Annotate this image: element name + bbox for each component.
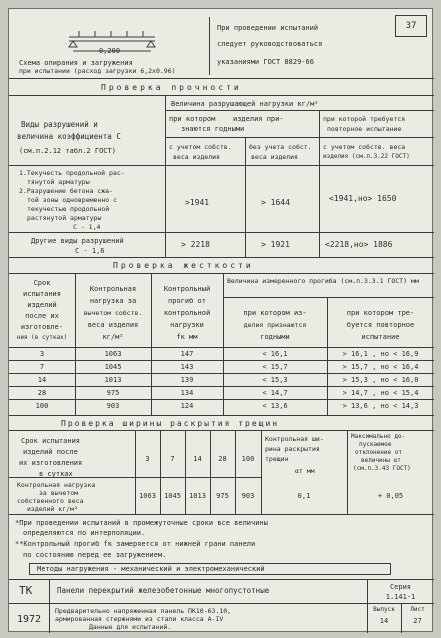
rule xyxy=(9,257,434,258)
rule xyxy=(9,514,434,515)
crack-h-dev-5: (см.п.3.43 ГОСТ) xyxy=(353,465,411,472)
strength-row1-value-1: >1941 xyxy=(185,198,210,207)
rule xyxy=(9,360,434,361)
strength-row1-desc-4: той зоны одновременно с xyxy=(27,196,118,204)
strength-col-type-2: величина коэффициента С xyxy=(17,132,121,141)
footer-sheet-label: Лист xyxy=(410,606,425,613)
header-note-1: При проведении испытаний xyxy=(217,24,319,32)
footer-series-label: Серия xyxy=(389,583,412,591)
stiffness-row-term: 7 xyxy=(39,363,45,371)
crack-h-width-3: трещин xyxy=(265,455,289,463)
strength-sub1b-2: веса изделия xyxy=(251,153,298,161)
stiffness-h-load-4: веса изделия xyxy=(87,321,139,329)
rule xyxy=(9,386,434,387)
stiffness-row-load: 1045 xyxy=(104,363,122,371)
footer-year: 1972 xyxy=(17,614,42,625)
strength-row1-desc-1: 1.Текучесть продольной рас- xyxy=(19,169,125,177)
header-divider xyxy=(209,17,210,75)
stiffness-h-load-1: Контрольная xyxy=(89,285,137,293)
rule xyxy=(9,273,434,274)
crack-load: 1063 xyxy=(139,492,156,500)
footer-desc-1: Предварительно напряженная панель ПК10-63.10, xyxy=(55,607,232,615)
footer-issue-label: Выпуск xyxy=(373,606,395,613)
stiffness-row-load: 1013 xyxy=(104,376,122,384)
stiffness-row-load: 1063 xyxy=(104,350,122,358)
crack-col-divider xyxy=(135,430,136,514)
crack-h-dev-3: отклонение от xyxy=(355,449,402,456)
crack-col-divider xyxy=(210,430,211,514)
crack-dev-value: + 0,05 xyxy=(377,492,404,500)
strength-sub1b-1: без учета собст. xyxy=(249,143,312,151)
stiffness-h-term-4: после их xyxy=(25,312,59,320)
strength-row1-desc-7: С - 1,4 xyxy=(73,223,101,231)
note-line-2: определяются по интерполяции. xyxy=(23,529,146,537)
stiffness-row-defl: 147 xyxy=(180,350,194,358)
crack-term: 28 xyxy=(218,455,227,463)
crack-h-width-2: рина раскрытия xyxy=(265,445,320,453)
rule xyxy=(165,137,434,138)
rule xyxy=(223,297,434,298)
stiffness-row-load: 975 xyxy=(106,389,120,397)
stiffness-row-retest: > 16,1 , но < 16,9 xyxy=(342,350,419,358)
stiffness-row-defl: 134 xyxy=(180,389,194,397)
crack-h-width-4: αт мм xyxy=(295,467,315,475)
rule xyxy=(9,95,434,96)
stiffness-row-ok: < 15,7 xyxy=(262,363,288,371)
document-sheet xyxy=(8,8,433,632)
page-number: 37 xyxy=(405,21,417,31)
stiffness-h-load-2: нагрузка за xyxy=(89,297,137,305)
strength-sub2-2: повторное испытание xyxy=(327,125,402,133)
stiffness-h-term-2: испытания xyxy=(23,290,61,298)
strength-title: Проверка прочности xyxy=(101,83,242,92)
stiffness-row-load: 903 xyxy=(106,402,120,410)
rule xyxy=(9,603,434,604)
stiffness-h-defl-1: Контрольный xyxy=(163,285,211,293)
crack-load: 1013 xyxy=(189,492,206,500)
crack-col-divider xyxy=(347,430,348,514)
stiffness-row-term: 28 xyxy=(37,389,47,397)
stiffness-h-defl-3: контрольной xyxy=(163,309,211,317)
crack-col-divider xyxy=(235,430,236,514)
footer-desc-3: Данные для испытаний. xyxy=(89,623,172,631)
stiffness-h-retest-2: буется повторное xyxy=(346,321,415,329)
note-line-1: *При проведении испытаний в промежуточные сроки все величины xyxy=(15,519,268,527)
crack-width-value: 0,1 xyxy=(297,492,311,500)
rule xyxy=(9,399,434,400)
stiffness-h-meas: Величина измеренного прогиба (см.п.3.3.1 ГОСТ) мм xyxy=(227,277,419,285)
stiffness-row-defl: 124 xyxy=(180,402,194,410)
rule xyxy=(9,430,434,431)
strength-sub2a-2: изделия (см.п.3.22 ГОСТ) xyxy=(323,153,410,160)
strength-sub1-1: при котором xyxy=(169,115,216,123)
footer-series-value: 1.141-1 xyxy=(385,593,416,601)
stiffness-row-retest: > 15,7 , но < 16,4 xyxy=(342,363,419,371)
stiffness-h-retest-3: испытание xyxy=(361,333,400,341)
scheme-caption-2: при испытании (расход загрузки 6,2х0.96) xyxy=(19,67,176,75)
stiffness-h-term-3: изделий xyxy=(27,301,57,309)
crack-term: 14 xyxy=(193,455,202,463)
crack-h-term-3: их изготовления xyxy=(19,459,83,467)
stiffness-row-ok: < 16,1 xyxy=(262,350,288,358)
strength-sub1-2: изделия при- xyxy=(233,115,284,123)
stiffness-h-defl-5: fк мм xyxy=(176,333,198,341)
crack-h-dev-2: пускаемое xyxy=(359,441,392,448)
strength-row2-value-1: > 2218 xyxy=(181,240,210,249)
crack-h-load-2: за вычетом xyxy=(39,489,79,497)
stiffness-h-defl-2: прогиб от xyxy=(168,297,206,305)
rule xyxy=(9,477,261,478)
stiffness-row-term: 3 xyxy=(39,350,45,358)
stiffness-row-ok: < 15,3 xyxy=(262,376,288,384)
strength-row1-desc-2: тянутой арматуры xyxy=(27,178,90,186)
strength-row1-value-3: <1941,но> 1650 xyxy=(329,194,397,203)
rule xyxy=(9,415,434,416)
crack-h-load-1: Контрольная нагрузка xyxy=(17,481,96,489)
strength-sub1-3: знаются годными xyxy=(181,125,245,133)
methods-text: Методы нагружения - механический и электромеханический xyxy=(37,565,265,573)
crack-h-term-1: Срок испытания xyxy=(21,437,81,445)
rule xyxy=(9,373,434,374)
rule xyxy=(9,78,434,79)
stiffness-row-retest: > 13,6 , но < 14,3 xyxy=(342,402,419,410)
strength-col-divider xyxy=(319,110,320,257)
stiffness-h-load-3: вычетом собств. xyxy=(83,309,143,317)
stiffness-h-retest-1: при котором тре- xyxy=(346,309,415,317)
footer-desc-2: армированная стержнями из стали класса А-IV xyxy=(55,615,224,623)
strength-row2-value-2: > 1921 xyxy=(261,240,290,249)
crack-load: 1045 xyxy=(164,492,181,500)
strength-row2-desc-2: С - 1,6 xyxy=(75,247,105,255)
stiffness-h-defl-4: нагрузки xyxy=(170,321,204,329)
crack-h-width-1: Контрольная ши- xyxy=(265,435,324,443)
footer-tk: ТК xyxy=(19,584,33,597)
crack-term: 3 xyxy=(145,455,150,463)
stiffness-h-ok-1: при котором из- xyxy=(243,309,307,317)
header-note-2: следует руководствоваться xyxy=(217,40,323,48)
stiffness-row-retest: > 14,7 , но < 15,4 xyxy=(342,389,419,397)
footer-sheet-value: 27 xyxy=(413,617,422,625)
strength-row1-desc-6: растянутой арматуры xyxy=(27,214,102,222)
note-line-4: по состоянию перед ее загружением. xyxy=(23,551,167,559)
footer-divider xyxy=(49,579,50,633)
stiffness-h-term-5: изготовле- xyxy=(20,323,64,331)
stiffness-title: Проверка жесткости xyxy=(113,261,254,270)
crack-h-dev-1: Максимально до- xyxy=(351,433,406,440)
crack-h-load-4: изделий кг/м² xyxy=(27,505,78,513)
footer-issue-value: 14 xyxy=(379,617,389,625)
strength-row1-value-2: > 1644 xyxy=(261,198,290,207)
scheme-dimension: 0,200 xyxy=(99,47,121,55)
crack-term: 100 xyxy=(241,455,255,463)
strength-sub2-1: при которой требуется xyxy=(323,115,406,123)
stiffness-row-ok: < 13,6 xyxy=(262,402,288,410)
stiffness-row-defl: 139 xyxy=(180,376,194,384)
stiffness-row-term: 100 xyxy=(35,402,49,410)
strength-col-type-1: Виды разрушений и xyxy=(21,120,98,129)
crack-title: Проверка ширины раскрытия трещин xyxy=(61,419,280,428)
stiffness-row-retest: > 15,3 , но < 16,0 xyxy=(342,376,419,384)
stiffness-row-ok: < 14,7 xyxy=(262,389,288,397)
stiffness-h-ok-2: делия признаются xyxy=(243,321,307,329)
rule xyxy=(9,165,434,166)
stiffness-h-term-6: ния (в сутках) xyxy=(16,334,68,341)
crack-term: 7 xyxy=(170,455,175,463)
crack-h-dev-4: величины αт xyxy=(361,457,401,464)
scheme-caption-1: Схема опирания и загружения xyxy=(19,59,133,67)
rule xyxy=(9,579,434,580)
crack-load: 903 xyxy=(241,492,255,500)
footer-series-title: Панели перекрытий железобетонные многопустотные xyxy=(57,586,270,595)
crack-col-divider xyxy=(261,430,262,514)
stiffness-h-ok-3: годными xyxy=(260,333,290,341)
strength-row1-desc-5: текучестью продольной xyxy=(27,205,110,213)
stiffness-row-defl: 143 xyxy=(180,363,194,371)
rule xyxy=(165,110,434,111)
crack-h-load-3: собственного веса xyxy=(17,497,84,505)
stiffness-h-term-1: Срок xyxy=(33,279,51,287)
header-note-3: указаниями ГОСТ 8829-66 xyxy=(217,58,314,66)
strength-col-type-3: (см.п.2.12 табл.2 ГОСТ) xyxy=(19,147,116,155)
rule xyxy=(9,347,434,348)
crack-load: 975 xyxy=(216,492,229,500)
strength-sub1a-1: с учетом собств. xyxy=(169,143,232,151)
strength-col-divider xyxy=(245,137,246,257)
crack-col-divider xyxy=(185,430,186,514)
stiffness-h-load-5: кг/м² xyxy=(102,333,124,341)
crack-h-term-2: изделий после xyxy=(23,448,78,456)
strength-sub1a-2: веса изделия xyxy=(173,153,220,161)
note-line-3: **Контрольный прогиб fк замеряется от нижней грани панели xyxy=(15,540,256,548)
strength-row2-value-3: <2218,но> 1886 xyxy=(325,240,393,249)
crack-col-divider xyxy=(160,430,161,514)
strength-row1-desc-3: 2.Разрушение бетона сжа- xyxy=(19,187,113,195)
crack-h-term-4: в сутках xyxy=(39,470,73,478)
strength-sub2a-1: с учетом собств. веса xyxy=(323,143,406,151)
rule xyxy=(9,232,434,233)
strength-col-load: Величина разрушающей нагрузки кг/м² xyxy=(171,100,319,108)
strength-row2-desc-1: Другие виды разрушений xyxy=(31,237,124,245)
stiffness-row-term: 14 xyxy=(37,376,47,384)
